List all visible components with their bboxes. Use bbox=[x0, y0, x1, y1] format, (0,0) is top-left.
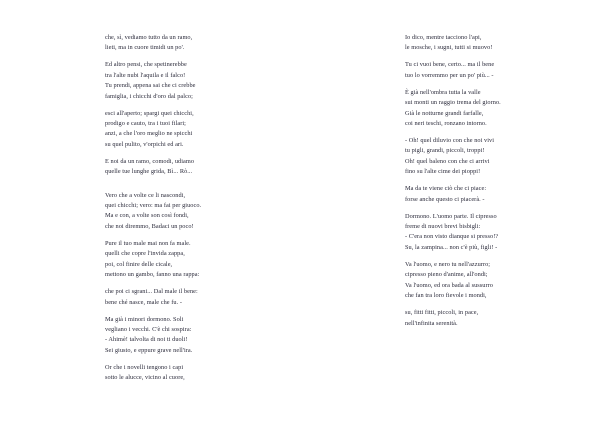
poem-line: - Ahimè! talvolta di noi ti duoli! bbox=[105, 336, 188, 344]
poem-line: che fan tra loro fievole i mondi, bbox=[405, 292, 487, 300]
poem-line: esci all'aperto; spargi quei chicchi, bbox=[105, 109, 194, 117]
poem-line: tuo lo vorremmo per un po' più... - bbox=[405, 71, 494, 79]
poem-stanza bbox=[105, 191, 290, 233]
poem-stanza bbox=[105, 33, 290, 54]
poem-stanza bbox=[105, 109, 290, 151]
poem-stanza bbox=[105, 157, 290, 178]
poem-stanza bbox=[405, 212, 590, 254]
poem-stanza bbox=[405, 136, 590, 178]
poem-line: Su, la zampina... non c'è più, figli! - bbox=[405, 243, 498, 251]
poem-line: Dormono. L'uomo parte. Il cipresso bbox=[405, 212, 497, 220]
poem-stanza bbox=[405, 184, 590, 205]
poem-stanza bbox=[405, 308, 590, 329]
poem-stanza bbox=[105, 60, 290, 102]
poem-line: poi, col finire delle cicale, bbox=[105, 260, 173, 268]
poem-line: Ma e con, a volte son così fondi, bbox=[105, 212, 189, 220]
poem-line: su quel pulito, v'orpichi ed ari. bbox=[105, 140, 184, 148]
poem-stanza bbox=[405, 33, 590, 54]
poem-line: - C'era non visto dianque si presso!? bbox=[405, 233, 499, 241]
poem-line: mettono un gambo, fanno una rappa: bbox=[105, 271, 200, 279]
poem-line: quelli che copre l'invida zappa, bbox=[105, 250, 185, 258]
poem-line: tra l'alte nubi l'aquila e il falco! bbox=[105, 71, 186, 79]
poem-line: Già le notturne grandi farfalle, bbox=[405, 109, 484, 117]
poem-stanza bbox=[105, 287, 290, 308]
poem-stanza bbox=[105, 315, 290, 357]
poem-line: Ma da te viene ciò che ci piace: bbox=[405, 185, 487, 193]
poem-line: bene ché nasce, male che fu. - bbox=[105, 298, 183, 306]
poem-line: cipresso pieno d'anime, all'ondi; bbox=[405, 271, 488, 279]
poem-line: prodigo e cauto, tra i tuoi filari; bbox=[105, 120, 186, 128]
poem-stanza bbox=[105, 363, 290, 384]
poem-line: che noi diremmo, Badaci un poco! bbox=[105, 222, 194, 230]
poem-line: Or che i novelli tengono i capi bbox=[105, 363, 184, 371]
poem-line: forse anche questo ci piacerà. - bbox=[405, 195, 485, 203]
poem-line: fino su l'alte cime dei pioppi! bbox=[405, 168, 481, 176]
poem-line: Va l'uomo, e nero tu nell'azzurro; bbox=[405, 260, 491, 268]
poem-stanza bbox=[405, 260, 590, 302]
poem-line: che, sì, vediamo tutto da un ramo, bbox=[105, 34, 193, 41]
poem-line: Vero che a volte ce li nascondi, bbox=[105, 191, 186, 199]
left-poem-column bbox=[105, 33, 290, 390]
poem-line: famiglia, i chicchi d'oro dal palco; bbox=[105, 92, 193, 100]
poem-line: sotto le alucce, vicino al cuore, bbox=[105, 374, 185, 382]
poem-line: quelle tue lunghe grida, Bì... Rò... bbox=[105, 168, 193, 176]
poem-line: Sei giusto, e eppure grave nell'ira. bbox=[105, 346, 193, 354]
poem-line: E noi da un ramo, comodi, udiamo bbox=[105, 157, 195, 165]
poem-line: lieti, ma in cuore timidi un po'. bbox=[105, 44, 185, 52]
poem-line: le mosche, i sugni, tutti si muovo! bbox=[405, 44, 493, 52]
poem-line: coi neri teschi, ronzano intorno. bbox=[405, 120, 487, 128]
poem-line: Va l'uomo, ed ora bada al sussurro bbox=[405, 281, 493, 289]
poem-line: su, fitti fitti, piccoli, in pace, bbox=[405, 309, 479, 317]
poem-line: vegliano i vecchi. C'è chi sospira: bbox=[105, 325, 192, 333]
poem-line: Io dico, mentre tacciono l'api, bbox=[405, 34, 482, 41]
poem-stanza bbox=[405, 60, 590, 81]
poem-line: nell'infinita serenità. bbox=[405, 319, 458, 327]
poem-line: - Oh! quel diluvio con che noi vivi bbox=[405, 137, 495, 145]
poem-line: Tu prendi, appena sai che ci crebbe bbox=[105, 82, 196, 90]
poem-line: sui monti un raggio trema del giorno. bbox=[405, 99, 501, 107]
poem-line: freme di nuovi brevi bisbigli: bbox=[405, 223, 481, 231]
poem-line: Pure il tuo male mai non fa male. bbox=[105, 239, 191, 247]
poem-stanza bbox=[105, 239, 290, 281]
poem-line: Tu ci vuoi bene, certo... ma il bene bbox=[405, 61, 495, 69]
poem-stanza bbox=[405, 88, 590, 130]
poem-line: Ma già i minori dormono. Soli bbox=[105, 315, 184, 323]
poem-line: quei chicchi; vero: ma fai per giuoco. bbox=[105, 202, 202, 210]
poem-line: Oh! quel baleno con che ci arrivi bbox=[405, 157, 490, 165]
poem-line: Ed altro pensi, che spetinerebbe bbox=[105, 61, 187, 69]
poem-line: tu pigli, grandi, piccoli, troppi! bbox=[405, 147, 485, 155]
right-poem-column bbox=[405, 33, 590, 336]
poem-line: che poi ci sgrani... Dal male il bene: bbox=[105, 288, 198, 296]
poem-line: anzi, a che l'oro meglio ne spicchi bbox=[105, 130, 193, 138]
right-page bbox=[300, 0, 600, 424]
poem-line: È già nell'ombra tutta la valle bbox=[405, 88, 481, 96]
